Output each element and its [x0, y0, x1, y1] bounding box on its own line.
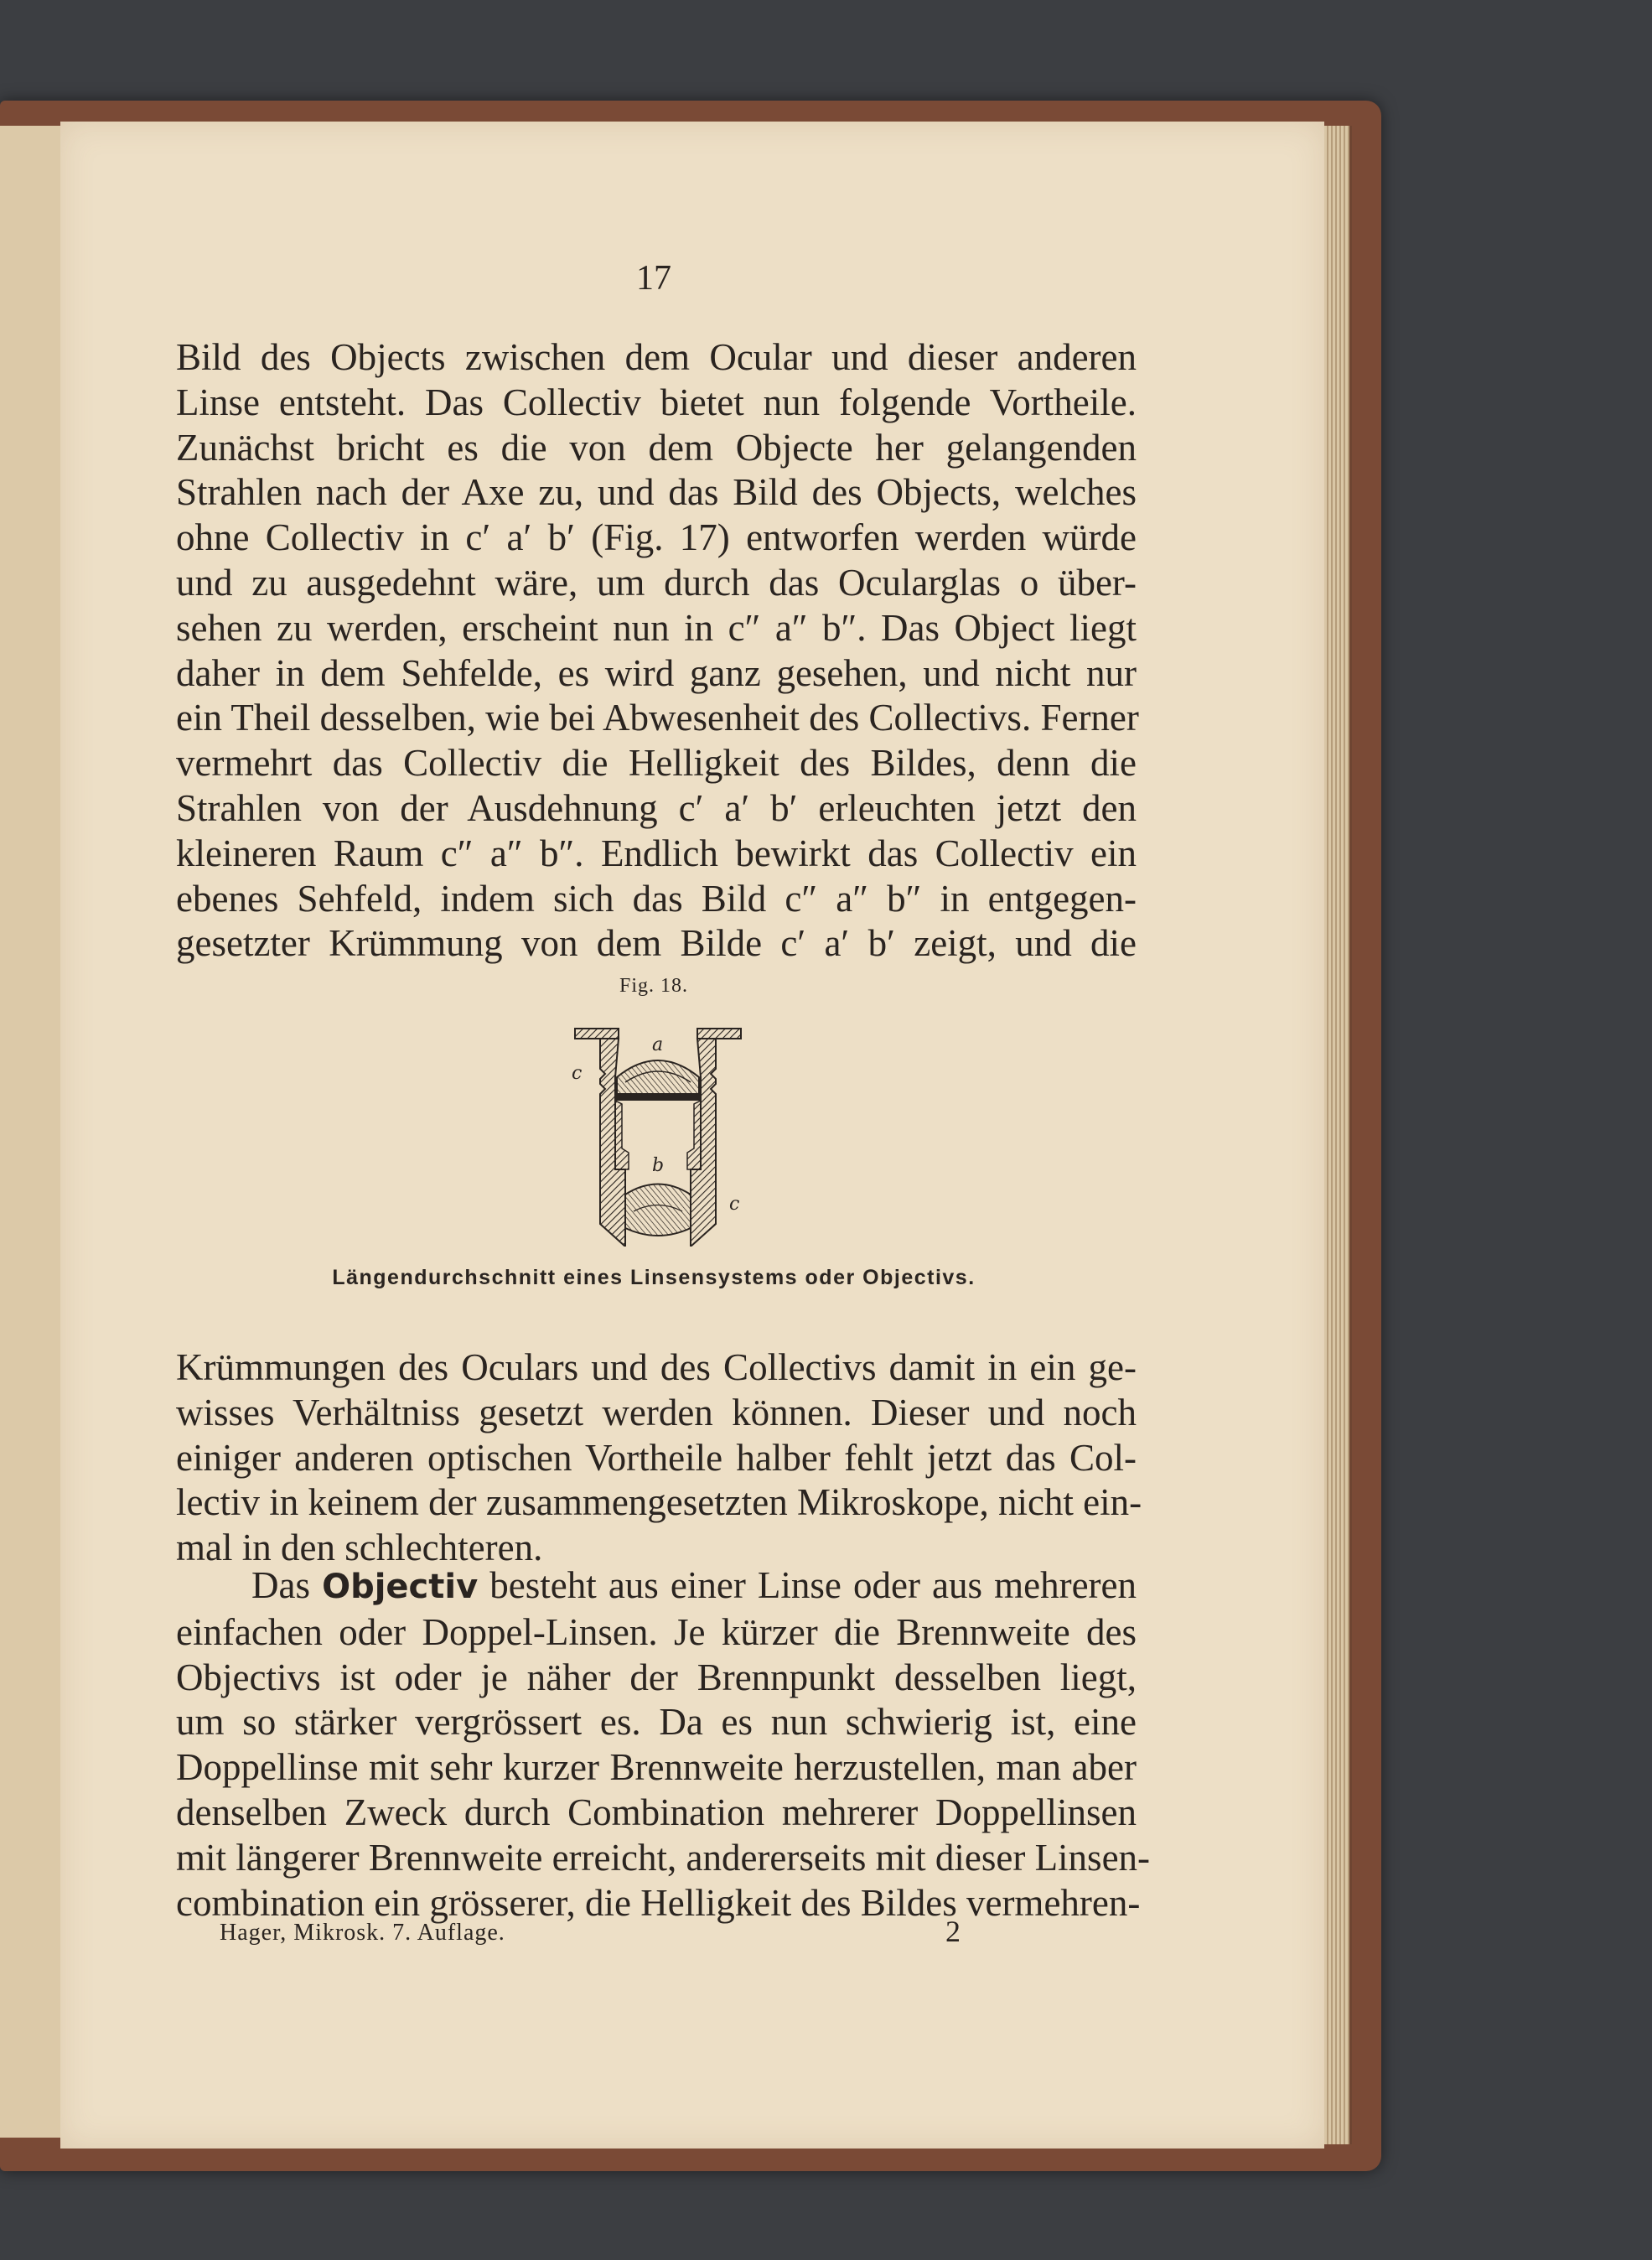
label-a: a — [652, 1034, 664, 1055]
paragraph-continuation — [176, 335, 1137, 967]
page-number: 17 — [636, 259, 671, 298]
text-line: einfachen oder Doppel-Linsen. Je kürzer die Brennweite des — [176, 1610, 1137, 1653]
text-line: mal in den schlechteren. — [176, 1527, 543, 1569]
text-line: kleineren Raum c″ a″ b″. Endlich bewirkt das Collectiv ein — [176, 832, 1137, 874]
text-line: gesetzter Krümmung von dem Bilde c′ a′ b′ zeigt, und die — [176, 922, 1137, 965]
text-line: lectiv in keinem der zusammengesetzten Mikroskope, nicht ein- — [176, 1481, 1142, 1524]
text-line — [176, 1563, 1137, 1610]
text-line: um so stärker vergrössert es. Da es nun schwierig ist, eine — [176, 1701, 1137, 1744]
text-line: ohne Collectiv in c′ a′ b′ (Fig. 17) entworfen werden würde — [176, 516, 1137, 559]
text-line: Bild des Objects zwischen dem Ocular und dieser anderen — [176, 336, 1137, 378]
text-line: denselben Zweck durch Combination mehrerer Doppellinsen — [176, 1791, 1137, 1833]
text-line: wisses Verhältniss gesetzt werden können. Dieser und noch — [176, 1391, 1137, 1433]
text-line: Objectivs ist oder je näher der Brennpunkt desselben liegt, — [176, 1656, 1137, 1698]
previous-page-edge — [0, 126, 65, 2138]
text-line: ebenes Sehfeld, indem sich das Bild c″ a″ b″ in entgegen- — [176, 877, 1137, 920]
label-c-right: c — [729, 1194, 740, 1215]
text-span: besteht aus einer Linse oder aus mehreren — [478, 1564, 1137, 1606]
text-line: Doppellinse mit sehr kurzer Brennweite herzustellen, man aber — [176, 1746, 1137, 1789]
lens-system-diagram — [570, 1027, 746, 1247]
paragraph-second — [176, 1345, 1142, 1571]
text-line: ein Theil desselben, wie bei Abwesenheit des Collectivs. Ferner — [176, 697, 1139, 739]
figure-label: Fig. 18. — [619, 975, 688, 997]
figure-caption: Längendurchschnitt eines Linsensystems oder Objectivs. — [332, 1266, 976, 1289]
text-span: Das — [251, 1564, 323, 1606]
text-line: Linse entsteht. Das Collectiv bietet nun folgende Vortheile. — [176, 381, 1137, 423]
label-b: b — [652, 1155, 665, 1176]
text-line: vermehrt das Collectiv die Helligkeit des Bildes, denn die — [176, 742, 1137, 785]
text-line: combination ein grösserer, die Helligkeit des Bildes vermehren- — [176, 1881, 1141, 1924]
text-line: daher in dem Sehfelde, es wird ganz gesehen, und nicht nur — [176, 651, 1137, 694]
text-line: und zu ausgedehnt wäre, um durch das Ocularglas o über- — [176, 561, 1137, 604]
page-stack-edge — [1324, 126, 1352, 2144]
paragraph-objectiv — [176, 1563, 1151, 1926]
text-line: Strahlen nach der Axe zu, und das Bild des Objects, welches — [176, 471, 1137, 514]
label-c-left: c — [572, 1063, 583, 1084]
text-line: Strahlen von der Ausdehnung c′ a′ b′ erleuchten jetzt den — [176, 786, 1137, 829]
bold-term: Objectiv — [322, 1568, 479, 1606]
text-line: Krümmungen des Oculars und des Collectivs damit in ein ge- — [176, 1346, 1137, 1388]
text-line: einiger anderen optischen Vortheile halber fehlt jetzt das Col- — [176, 1436, 1137, 1479]
footer-signature: Hager, Mikrosk. 7. Auflage. — [220, 1920, 505, 1946]
footer-sheet-number: 2 — [945, 1915, 961, 1948]
text-line: sehen zu werden, erscheint nun in c″ a″ b″. Das Object liegt — [176, 606, 1137, 649]
text-line: Zunächst bricht es die von dem Objecte her gelangenden — [176, 426, 1137, 469]
text-line: mit längerer Brennweite erreicht, andererseits mit dieser Linsen- — [176, 1836, 1151, 1879]
